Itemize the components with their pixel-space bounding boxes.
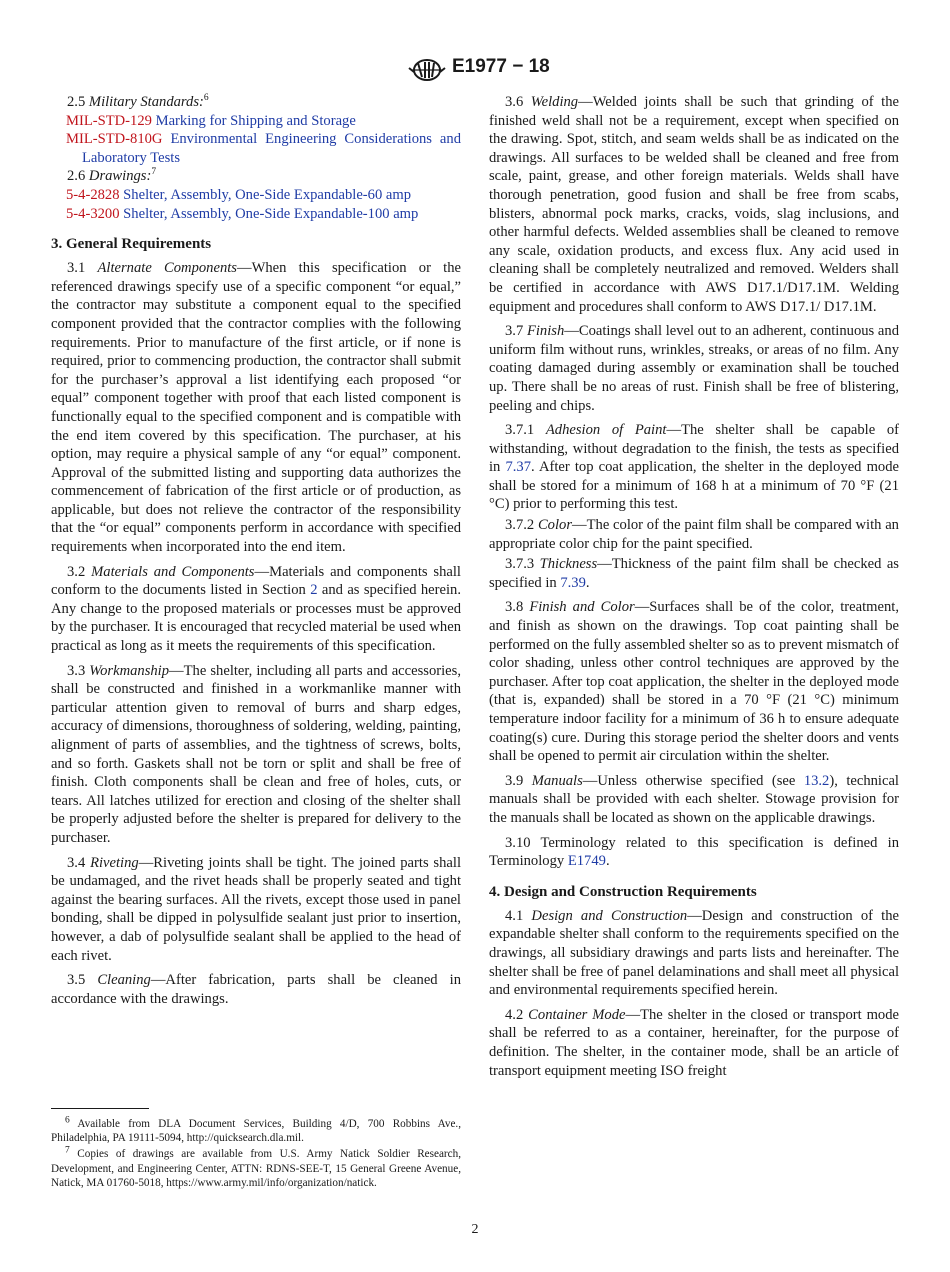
ref-code[interactable]: 5-4-3200 <box>66 205 120 222</box>
section-2-5: 2.5 Military Standards:$^6$ <box>67 93 209 110</box>
footnote-6: $^6$ Available from DLA Document Services, Building 4/D, 700 Robbins Ave., Philadelphia, PA 19111-5094, http://quicksearch.dla.mil. <box>51 1115 461 1145</box>
ref-mil-std-129 <box>51 112 461 131</box>
document-id: E1977 − 18 <box>452 56 550 77</box>
section-3-heading: 3. General Requirements <box>51 236 212 253</box>
right-column <box>489 93 899 1086</box>
section-4-heading: 4. Design and Construction Requirements <box>489 883 757 900</box>
ref-code[interactable]: MIL-STD-129 <box>66 112 152 129</box>
para-3-5: 3.5 Cleaning—After fabrication, parts shall be cleaned in accordance with the drawings. <box>51 972 461 1007</box>
para-4-1: 4.1 Design and Construction—Design and construction of the expandable shelter shall conform to the requirements specified on the drawings, all subsidiary drawings and parts lists and hereinafter. The shelter shall be free of panel delaminations and shall meet all physical and environmental requirements specified herein. <box>489 907 899 999</box>
para-3-4: 3.4 Riveting—Riveting joints shall be tight. The joined parts shall be undamaged, and the rivet heads shall be properly seated and tight against the bearing surfaces. All the rivets, except those used in panel bonding, shall be dipped in polysulfide sealant just prior to insertion, however, a dab of polysulfide sealant shall be applied to the head of each rivet. <box>51 854 461 964</box>
para-3-10: 3.10 Terminology related to this specification is defined in Terminology E1749. <box>489 834 899 870</box>
para-3-2: 3.2 Materials and Components—Materials and components shall conform to the documents listed in Section 2 and as specified herein. Any change to the proposed materials or processes must be approved by the purchaser. It is encouraged that recycled material be used when practical as long as it meets the requirements of this specification. <box>51 563 461 655</box>
para-3-7-2: 3.7.2 Color—The color of the paint film shall be compared with an appropriate color chip for the paint specified. <box>489 517 899 552</box>
page-number: 2 <box>471 1222 479 1237</box>
ref-mil-std-810g <box>51 130 461 167</box>
ref-code[interactable]: MIL-STD-810G <box>66 131 163 148</box>
section-2-6: 2.6 Drawings:$^7$ <box>67 167 157 185</box>
footnote-divider <box>51 1108 149 1109</box>
ref-13-2-link[interactable]: 13.2 <box>803 772 830 789</box>
ref-5-4-2828 <box>51 186 461 205</box>
para-3-9: 3.9 Manuals—Unless otherwise specified (see 13.2), technical manuals shall be provided with each shelter. Stowage provision for the manuals shall be located as shown on the applicable drawings. <box>489 772 899 826</box>
ref-code[interactable]: 5-4-2828 <box>66 186 120 203</box>
ref-7-37-link[interactable]: 7.37 <box>505 459 532 476</box>
section-2-link[interactable]: 2 <box>310 582 318 599</box>
para-3-7: 3.7 Finish—Coatings shall level out to an adherent, continuous and uniform film without runs, wrinkles, streaks, or areas of no film. Any coating damaged during assembly or examination shall be touched up. There shall be no areas of rust. Finish shall be free of blistering, peeling and chips. <box>489 323 899 414</box>
ref-5-4-3200 <box>51 205 461 224</box>
para-3-7-1: 3.7.1 Adhesion of Paint—The shelter shall be capable of withstanding, without degradation to the finish, the tests as specified in 7.37. After top coat application, the shelter in the deployed mode shall be stored for a minimum of 168 h at a minimum of 70 °F (21 °C) prior to performing this test. <box>489 422 900 513</box>
para-3-3: 3.3 Workmanship—The shelter, including all parts and accessories, shall be constructed and finished in a workmanlike manner with particular attention given to removal of burrs and sharp edges, accuracy of dimensions, thoroughness of soldering, welding, painting, alignment of parts of assemblies, and the tightness of screws, bolts, and so forth. Gaskets shall not be torn or split and shall be free of finish. Cloth components shall be clean and free of holes, cuts, or tears. All latches utilized for erection and closing of the shelter shall be properly adjusted before the shelter is prepared for delivery to the purchaser. <box>51 662 461 846</box>
para-3-1: 3.1 Alternate Components—When this specification or the referenced drawings specify use of a specific component “or equal,” the contractor may substitute a component equal to the specified component provided that the contractor complies with the following requirements. Prior to manufacture of the first article, or if none is required, prior to commencing production, the contractor shall submit for the purchaser’s approval a list identifying each proposed “or equal” component together with proof that each listed component is functionally equal to the specified component and is compatible with the end item covered by this specification. The purchaser, at his option, may require a physical sample of any “or equal” component. Approval of the submitted listing and supporting data authorizes the commencement of fabrication of the first article or of production, as applicable, but does not relieve the contractor of the responsibility that the “or equal” components perform in accordance with specified requirements when incorporated into the end item. <box>51 260 461 556</box>
para-3-6: 3.6 Welding—Welded joints shall be such that grinding of the finished weld shall not be a requirement, except when specified on the drawing. Spot, stitch, and seam welds shall be as indicated on the drawings. All surfaces to be welded shall be cleaned and free from scale, paint, grease, and other foreign materials. Welds shall have thorough penetration, good fusion and shall be free from scabs, blisters, abnormal pock marks, cracks, voids, slag inclusions, and other harmful defects. Welded assemblies shall be cleaned to remove any scale, oxidation products, and excess flux. Any acid used in cleaning shall be completely neutralized and removed. Welders shall be certified in accordance with AWS D17.1/D17.1M. Welding equipment and procedures shall conform to AWS D17.1/ D17.1M. <box>489 94 899 315</box>
para-3-8: 3.8 Finish and Color—Surfaces shall be of the color, treatment, and finish as shown on the drawings. Top coat painting shall be performed on the fully assembled shelter so as to prevent mismatch of color shading, unless other control techniques are approved by the purchaser. After top coat application, the shelter in the deployed mode (that is, expanded) shall be stored in a 70 °F (21 °C) minimum temperature indoor facility for a minimum of 36 h to ensure adequate coating(s) cure. During this storage period the shelter doors and vents shall be opened to permit air circulation within the shelter. <box>489 599 899 765</box>
ref-7-39-link[interactable]: 7.39 <box>560 574 586 591</box>
footnotes <box>51 1117 461 1192</box>
page-header <box>0 58 950 82</box>
ref-title[interactable]: Environmental Engineering Considerations and Laboratory Tests <box>82 131 462 166</box>
ref-title[interactable]: Shelter, Assembly, One-Side Expandable-60 amp <box>123 186 412 203</box>
para-4-2: 4.2 Container Mode—The shelter in the closed or transport mode shall be referred to as a container, hereinafter, for the purpose of definition. The shelter, in the container mode, shall be an article of transport equipment meeting ISO freight <box>489 1006 899 1079</box>
para-3-7-3: 3.7.3 Thickness—Thickness of the paint film shall be checked as specified in 7.39. <box>489 556 899 591</box>
footnote-7: $^7$ Copies of drawings are available from U.S. Army Natick Soldier Research, Development, and Engineering Center, ATTN: RDNS-SEE-T, 15 General Greene Avenue, Natick, MA 01760-5018, https://www.army.mil/info/organization/natick. <box>51 1145 461 1189</box>
left-column <box>51 93 461 1014</box>
astm-logo-icon <box>408 58 446 82</box>
ref-e1749-link[interactable]: E1749 <box>567 853 606 870</box>
ref-title[interactable]: Shelter, Assembly, One-Side Expandable-100 amp <box>123 205 419 222</box>
ref-title[interactable]: Marking for Shipping and Storage <box>155 112 356 129</box>
